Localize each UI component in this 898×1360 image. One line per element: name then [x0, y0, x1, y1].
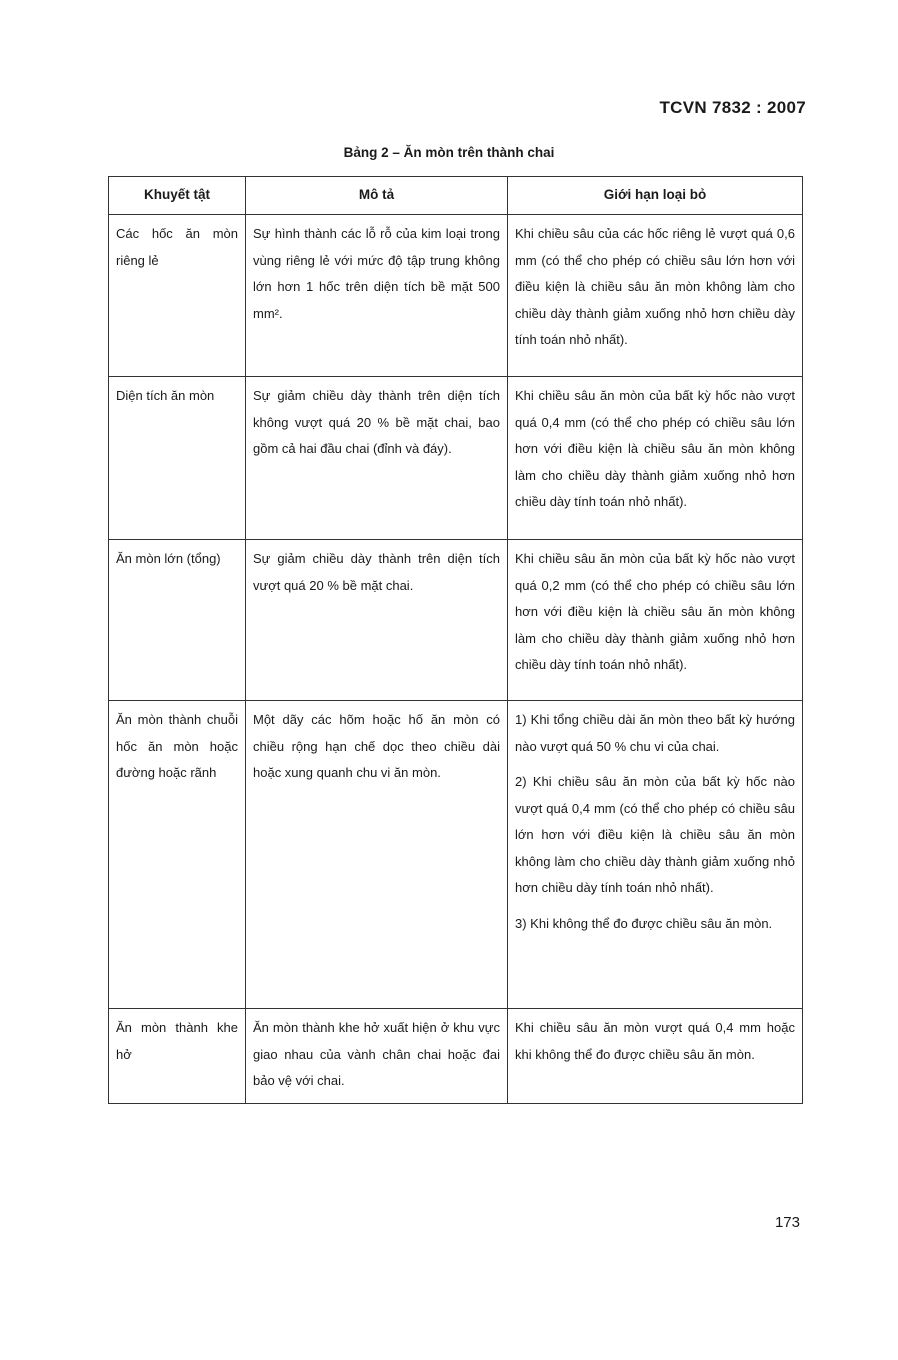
- limit-text-3: 3) Khi không thể đo được chiều sâu ăn mòn.: [515, 915, 773, 931]
- defect-cell: Ăn mòn lớn (tổng): [109, 540, 246, 701]
- limit-text-1: 1) Khi tổng chiều dài ăn mòn theo bất kỳ hướng nào vượt quá 50 % chu vi của chai.: [515, 712, 795, 754]
- limit-text: Khi chiều sâu của các hốc riêng lẻ vượt quá 0,6 mm (có thể cho phép có chiều sâu lớn hơn với điều kiện là chiều sâu ăn mòn không làm cho chiều dày thành giảm xuống nhỏ hơn chiều dày tính toán nhỏ nhất).: [515, 226, 795, 347]
- limit-cell: [508, 1009, 803, 1104]
- defect-cell: Ăn mòn thành chuỗi hốc ăn mòn hoặc đường hoặc rãnh: [109, 701, 246, 1009]
- table-header-row: [109, 177, 803, 215]
- limit-cell: [508, 701, 803, 1009]
- limit-text: Khi chiều sâu ăn mòn vượt quá 0,4 mm hoặc khi không thể đo được chiều sâu ăn mòn.: [515, 1020, 795, 1062]
- description-cell: Một dãy các hõm hoặc hố ăn mòn có chiều rộng hạn chế dọc theo chiều dài hoặc xung quanh chu vi ăn mòn.: [246, 701, 508, 1009]
- limit-text-2: 2) Khi chiều sâu ăn mòn của bất kỳ hốc nào vượt quá 0,4 mm (có thể cho phép có chiều sâu lớn hơn với điều kiện là chiều sâu ăn mòn không làm cho chiều dày thành giảm xuống nhỏ hơn chiều dày tính toán nhỏ nhất).: [515, 774, 795, 895]
- table-row: [109, 701, 803, 1009]
- description-cell: Sự hình thành các lỗ rỗ của kim loại trong vùng riêng lẻ với mức độ tập trung không lớn hơn 1 hốc trên diện tích bề mặt 500 mm².: [246, 215, 508, 377]
- description-cell: Sự giảm chiều dày thành trên diện tích vượt quá 20 % bề mặt chai.: [246, 540, 508, 701]
- table-row: [109, 377, 803, 540]
- description-cell: Sự giảm chiều dày thành trên diện tích không vượt quá 20 % bề mặt chai, bao gồm cả hai đầu chai (đỉnh và đáy).: [246, 377, 508, 540]
- column-header-defect: Khuyết tật: [109, 177, 246, 215]
- table-caption: Bảng 2 – Ăn mòn trên thành chai: [343, 145, 555, 160]
- standard-id: TCVN 7832 : 2007: [659, 98, 806, 117]
- corrosion-defects-table: [108, 176, 803, 1104]
- limit-text: Khi chiều sâu ăn mòn của bất kỳ hốc nào vượt quá 0,2 mm (có thể cho phép có chiều sâu lớn hơn với điều kiện là chiều sâu ăn mòn không làm cho chiều dày thành giảm xuống nhỏ hơn chiều dày tính toán nhỏ nhất).: [515, 551, 795, 672]
- defect-cell: Diện tích ăn mòn: [109, 377, 246, 540]
- column-header-rejection-limit: Giới hạn loại bỏ: [508, 177, 803, 215]
- defect-cell: Các hốc ăn mòn riêng lẻ: [109, 215, 246, 377]
- limit-cell: [508, 377, 803, 540]
- table-row: [109, 215, 803, 377]
- description-cell: Ăn mòn thành khe hở xuất hiện ở khu vực giao nhau của vành chân chai hoặc đai bảo vệ với chai.: [246, 1009, 508, 1104]
- table-row: [109, 540, 803, 701]
- defect-cell: Ăn mòn thành khe hở: [109, 1009, 246, 1104]
- limit-cell: [508, 215, 803, 377]
- limit-cell: [508, 540, 803, 701]
- limit-text: Khi chiều sâu ăn mòn của bất kỳ hốc nào vượt quá 0,4 mm (có thể cho phép có chiều sâu lớn hơn với điều kiện là chiều sâu ăn mòn không làm cho chiều dày thành giảm xuống nhỏ hơn chiều dày tính toán nhỏ nhất).: [515, 388, 795, 509]
- table-row: [109, 1009, 803, 1104]
- column-header-description: Mô tả: [246, 177, 508, 215]
- page-number: 173: [774, 1214, 800, 1231]
